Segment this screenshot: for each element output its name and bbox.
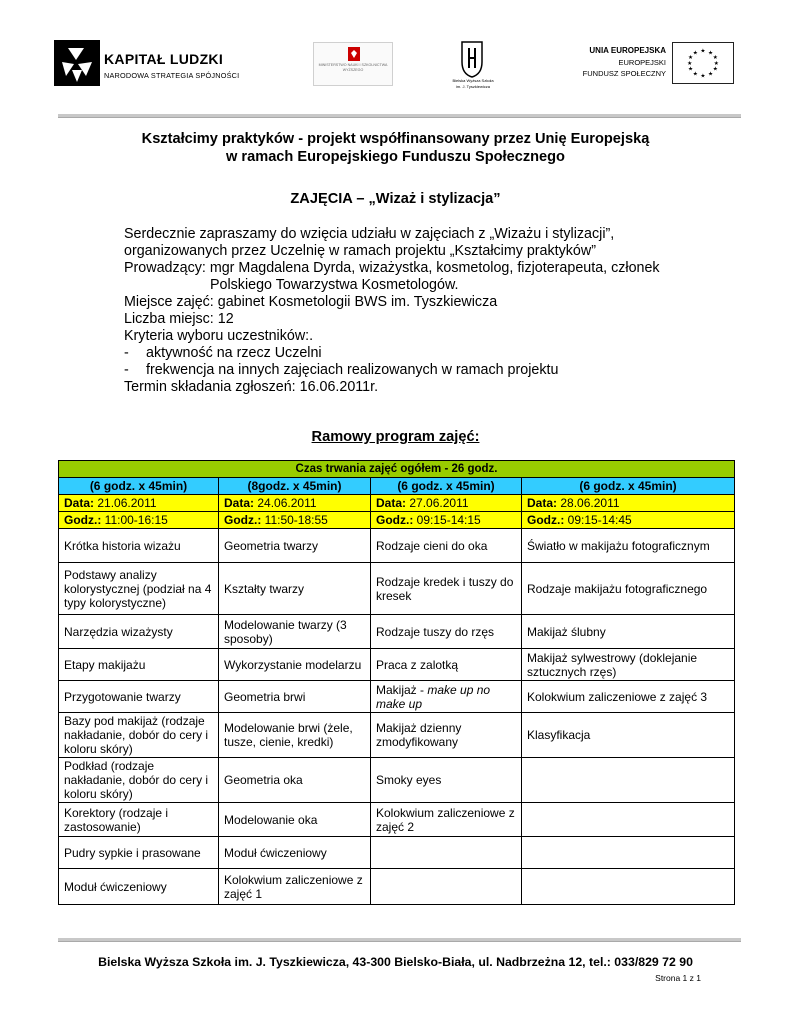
table-cell: Kolokwium zaliczeniowe z zajęć 2 bbox=[371, 803, 522, 837]
program-title: Ramowy program zajęć: bbox=[311, 429, 480, 445]
total-duration: Czas trwania zajęć ogółem - 26 godz. bbox=[59, 461, 735, 478]
table-cell: Kolokwium zaliczeniowe z zajęć 1 bbox=[219, 869, 371, 905]
kapital-ludzki-title: KAPITAŁ LUDZKI bbox=[104, 51, 224, 67]
header-divider bbox=[58, 114, 741, 118]
hours-cell: (8godz. x 45min) bbox=[219, 478, 371, 495]
table-cell: Podstawy analizy kolorystycznej (podział na 4 typy kolorystyczne) bbox=[59, 563, 219, 615]
intro-line-6: Liczba miejsc: 12 bbox=[124, 311, 234, 327]
date-value: 21.06.2011 bbox=[97, 496, 157, 510]
table-row bbox=[59, 758, 735, 803]
intro-line-1: Serdecznie zapraszamy do wzięcia udziału w zajęciach z „Wizażu i stylizacji”, bbox=[124, 226, 615, 242]
time-label: Godz.: bbox=[527, 513, 565, 527]
date-label: Data: bbox=[64, 496, 95, 510]
table-cell: Moduł ćwiczeniowy bbox=[59, 869, 219, 905]
hours-cell: (6 godz. x 45min) bbox=[522, 478, 735, 495]
table-cell: Etapy makijażu bbox=[59, 649, 219, 681]
date-cell bbox=[219, 495, 371, 512]
table-cell: Klasyfikacja bbox=[522, 713, 735, 758]
bws-text-1: Bielska Wyższa Szkoła bbox=[452, 78, 494, 83]
eu-flag-icon bbox=[672, 42, 734, 84]
ministry-logo bbox=[313, 42, 393, 86]
time-cell bbox=[219, 512, 371, 529]
bullet-item-1: aktywność na rzecz Uczelni bbox=[146, 345, 322, 361]
table-cell: Kształty twarzy bbox=[219, 563, 371, 615]
table-cell: Modelowanie oka bbox=[219, 803, 371, 837]
svg-text:★: ★ bbox=[688, 55, 694, 62]
footer-divider bbox=[58, 938, 741, 942]
table-cell: Praca z zalotką bbox=[371, 649, 522, 681]
intro-line-3: Prowadzący: mgr Magdalena Dyrda, wizażystka, kosmetolog, fizjoterapeuta, członek bbox=[124, 260, 660, 276]
table-cell: Krótka historia wizażu bbox=[59, 529, 219, 563]
table-cell bbox=[522, 803, 735, 837]
course-title: ZAJĘCIA – „Wizaż i stylizacja” bbox=[290, 191, 501, 207]
bullet-dash: - bbox=[124, 362, 129, 378]
table-cell: Korektory (rodzaje i zastosowanie) bbox=[59, 803, 219, 837]
svg-text:★: ★ bbox=[692, 50, 698, 57]
table-cell: Makijaż dzienny zmodyfikowany bbox=[371, 713, 522, 758]
date-value: 24.06.2011 bbox=[257, 496, 317, 510]
svg-text:★: ★ bbox=[712, 55, 718, 62]
date-value: 27.06.2011 bbox=[409, 496, 469, 510]
intro-line-7: Kryteria wyboru uczestników:. bbox=[124, 328, 314, 344]
svg-text:★: ★ bbox=[688, 66, 694, 73]
makeup-prefix: Makijaż - bbox=[376, 682, 428, 697]
time-cell bbox=[371, 512, 522, 529]
eu-line-1: UNIA EUROPEJSKA bbox=[589, 46, 666, 55]
hours-row bbox=[59, 478, 735, 495]
table-row bbox=[59, 803, 735, 837]
time-row bbox=[59, 512, 735, 529]
table-cell: Podkład (rodzaje nakładanie, dobór do cery i koloru skóry) bbox=[59, 758, 219, 803]
time-value: 11:50-18:55 bbox=[264, 513, 328, 527]
page-number: Strona 1 z 1 bbox=[655, 973, 701, 983]
table-row bbox=[59, 615, 735, 649]
table-cell bbox=[371, 681, 522, 713]
bullet-dash: - bbox=[124, 345, 129, 361]
table-cell bbox=[371, 837, 522, 869]
bws-crest-icon bbox=[458, 40, 486, 78]
table-cell: Geometria brwi bbox=[219, 681, 371, 713]
table-cell: Modelowanie twarzy (3 sposoby) bbox=[219, 615, 371, 649]
intro-line-2: organizowanych przez Uczelnię w ramach projektu „Kształcimy praktyków” bbox=[124, 243, 596, 259]
table-cell: Wykorzystanie modelarzu bbox=[219, 649, 371, 681]
table-cell: Światło w makijażu fotograficznym bbox=[522, 529, 735, 563]
table-cell bbox=[371, 869, 522, 905]
table-row bbox=[59, 681, 735, 713]
time-cell bbox=[522, 512, 735, 529]
date-cell bbox=[59, 495, 219, 512]
table-cell bbox=[522, 758, 735, 803]
date-value: 28.06.2011 bbox=[560, 496, 620, 510]
kapital-ludzki-icon bbox=[54, 40, 100, 86]
table-row bbox=[59, 713, 735, 758]
time-value: 09:15-14:15 bbox=[416, 513, 481, 527]
ministry-text: MINISTERSTWO NAUKI I SZKOLNICTWA WYŻSZEGO bbox=[318, 63, 388, 72]
table-cell bbox=[522, 869, 735, 905]
eu-line-2: EUROPEJSKI bbox=[618, 58, 666, 67]
svg-text:★: ★ bbox=[700, 48, 706, 55]
intro-line-5: Miejsce zajęć: gabinet Kosmetologii BWS im. Tyszkiewicza bbox=[124, 294, 498, 310]
table-cell: Narzędzia wizażysty bbox=[59, 615, 219, 649]
table-cell: Rodzaje cieni do oka bbox=[371, 529, 522, 563]
footer-address: Bielska Wyższa Szkoła im. J. Tyszkiewicza, 43-300 Bielsko-Biała, ul. Nadbrzeżna 12, tel.: 033/829 72 90 bbox=[98, 955, 693, 969]
time-cell bbox=[59, 512, 219, 529]
table-cell: Geometria twarzy bbox=[219, 529, 371, 563]
time-label: Godz.: bbox=[224, 513, 262, 527]
time-value: 09:15-14:45 bbox=[567, 513, 632, 527]
bullet-item-2: frekwencja na innych zajęciach realizowanych w ramach projektu bbox=[146, 362, 559, 378]
bws-logo bbox=[448, 40, 498, 94]
table-row bbox=[59, 869, 735, 905]
table-cell: Bazy pod makijaż (rodzaje nakładanie, dobór do cery i koloru skóry) bbox=[59, 713, 219, 758]
hours-cell: (6 godz. x 45min) bbox=[59, 478, 219, 495]
svg-text:★: ★ bbox=[687, 60, 693, 67]
table-cell: Modelowanie brwi (żele, tusze, cienie, kredki) bbox=[219, 713, 371, 758]
eu-logo bbox=[574, 40, 744, 88]
time-label: Godz.: bbox=[64, 513, 102, 527]
table-cell: Makijaż ślubny bbox=[522, 615, 735, 649]
date-cell bbox=[371, 495, 522, 512]
table-row bbox=[59, 837, 735, 869]
table-cell: Przygotowanie twarzy bbox=[59, 681, 219, 713]
kapital-ludzki-logo bbox=[54, 40, 239, 92]
headline-line-2: w ramach Europejskiego Funduszu Społecznego bbox=[226, 149, 565, 165]
date-cell bbox=[522, 495, 735, 512]
total-row bbox=[59, 461, 735, 478]
headline-line-1: Kształcimy praktyków - projekt współfinansowany przez Unię Europejską bbox=[141, 131, 650, 147]
intro-line-4: Polskiego Towarzystwa Kosmetologów. bbox=[210, 277, 459, 293]
svg-text:★: ★ bbox=[692, 71, 698, 78]
table-cell: Moduł ćwiczeniowy bbox=[219, 837, 371, 869]
table-cell bbox=[522, 837, 735, 869]
svg-text:★: ★ bbox=[712, 66, 718, 73]
svg-text:★: ★ bbox=[700, 73, 706, 80]
table-cell: Rodzaje tuszy do rzęs bbox=[371, 615, 522, 649]
table-row bbox=[59, 563, 735, 615]
time-value: 11:00-16:15 bbox=[104, 513, 168, 527]
eagle-icon bbox=[348, 47, 360, 61]
time-label: Godz.: bbox=[376, 513, 414, 527]
table-cell: Rodzaje makijażu fotograficznego bbox=[522, 563, 735, 615]
table-cell: Rodzaje kredek i tuszy do kresek bbox=[371, 563, 522, 615]
deadline: Termin składania zgłoszeń: 16.06.2011r. bbox=[124, 379, 379, 395]
date-row bbox=[59, 495, 735, 512]
table-cell: Kolokwium zaliczeniowe z zajęć 3 bbox=[522, 681, 735, 713]
eu-line-3: FUNDUSZ SPOŁECZNY bbox=[582, 69, 666, 78]
kapital-ludzki-subtitle: NARODOWA STRATEGIA SPÓJNOŚCI bbox=[104, 71, 240, 80]
date-label: Data: bbox=[527, 496, 558, 510]
table-cell: Pudry sypkie i prasowane bbox=[59, 837, 219, 869]
schedule-table bbox=[58, 460, 735, 905]
makeup-italic: make up no make up bbox=[376, 682, 491, 711]
date-label: Data: bbox=[376, 496, 407, 510]
date-label: Data: bbox=[224, 496, 255, 510]
bws-text-2: im. J. Tyszkiewicza bbox=[456, 84, 490, 89]
table-cell: Smoky eyes bbox=[371, 758, 522, 803]
table-row bbox=[59, 529, 735, 563]
hours-cell: (6 godz. x 45min) bbox=[371, 478, 522, 495]
table-cell: Makijaż sylwestrowy (doklejanie sztucznych rzęs) bbox=[522, 649, 735, 681]
table-cell: Geometria oka bbox=[219, 758, 371, 803]
table-row bbox=[59, 649, 735, 681]
svg-text:★: ★ bbox=[708, 71, 714, 78]
svg-text:★: ★ bbox=[708, 50, 714, 57]
svg-text:★: ★ bbox=[713, 60, 719, 67]
